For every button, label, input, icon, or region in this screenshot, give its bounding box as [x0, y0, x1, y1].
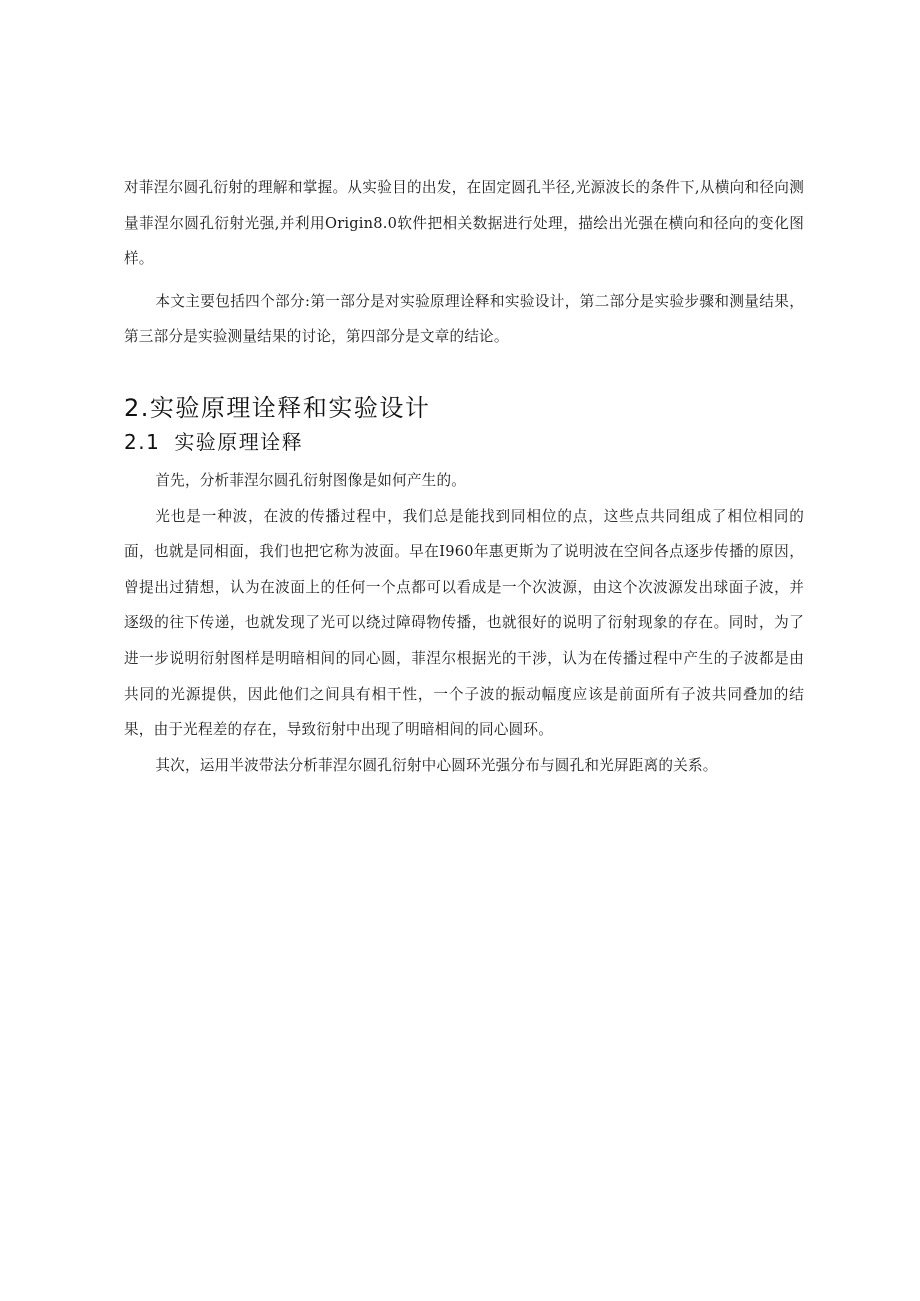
- section-2-1-paragraph-2: 光也是一种波，在波的传播过程中，我们总是能找到同相位的点，这些点共同组成了相位相同的面，也就是同相面，我们也把它称为波面。早在I960年惠更斯为了说明波在空间各点逐步传播的原因，曾提出过猜想，认为在波面上的任何一个点都可以看成是一个次波源，由这个次波源发出球面子波，并逐级的往下传递，也就发现了光可以绕过障碍物传播，也就很好的说明了衍射现象的存在。同时，为了进一步说明衍射图样是明暗相间的同心圆，菲涅尔根据光的干涉，认为在传播过程中产生的子波都是由共同的光源提供，因此他们之间具有相干性，一个子波的振动幅度应该是前面所有子波共同叠加的结果，由于光程差的存在，导致衍射中出现了明暗相间的同心圆环。: [124, 507, 804, 739]
- section-2-1-title: 实验原理诠释: [174, 429, 304, 454]
- section-2-1-paragraph-3: 其次，运用半波带法分析菲涅尔圆孔衍射中心圆环光强分布与圆孔和光屏距离的关系。: [155, 756, 718, 774]
- intro-continuation-paragraph: 对菲涅尔圆孔衍射的理解和掌握。从实验目的出发，在固定圆孔半径,光源波长的条件下,从横向和径向测量菲涅尔圆孔衍射光强,并利用Origin8.0软件把相关数据进行处理，描绘出光强在横向和径向的变化图样。: [124, 179, 804, 268]
- section-2-1-paragraph-1: 首先，分析菲涅尔圆孔衍射图像是如何产生的。: [155, 471, 467, 489]
- document-page: [124, 170, 804, 783]
- section-2-1-heading: [124, 427, 804, 457]
- section-2-1-number: 2.1: [124, 429, 161, 454]
- paper-structure-paragraph: 本文主要包括四个部分:第一部分是对实验原理诠释和实验设计，第二部分是实验步骤和测量结果，第三部分是实验测量结果的讨论，第四部分是文章的结论。: [124, 292, 804, 346]
- section-2-heading: 2.实验原理诠释和实验设计: [124, 393, 431, 422]
